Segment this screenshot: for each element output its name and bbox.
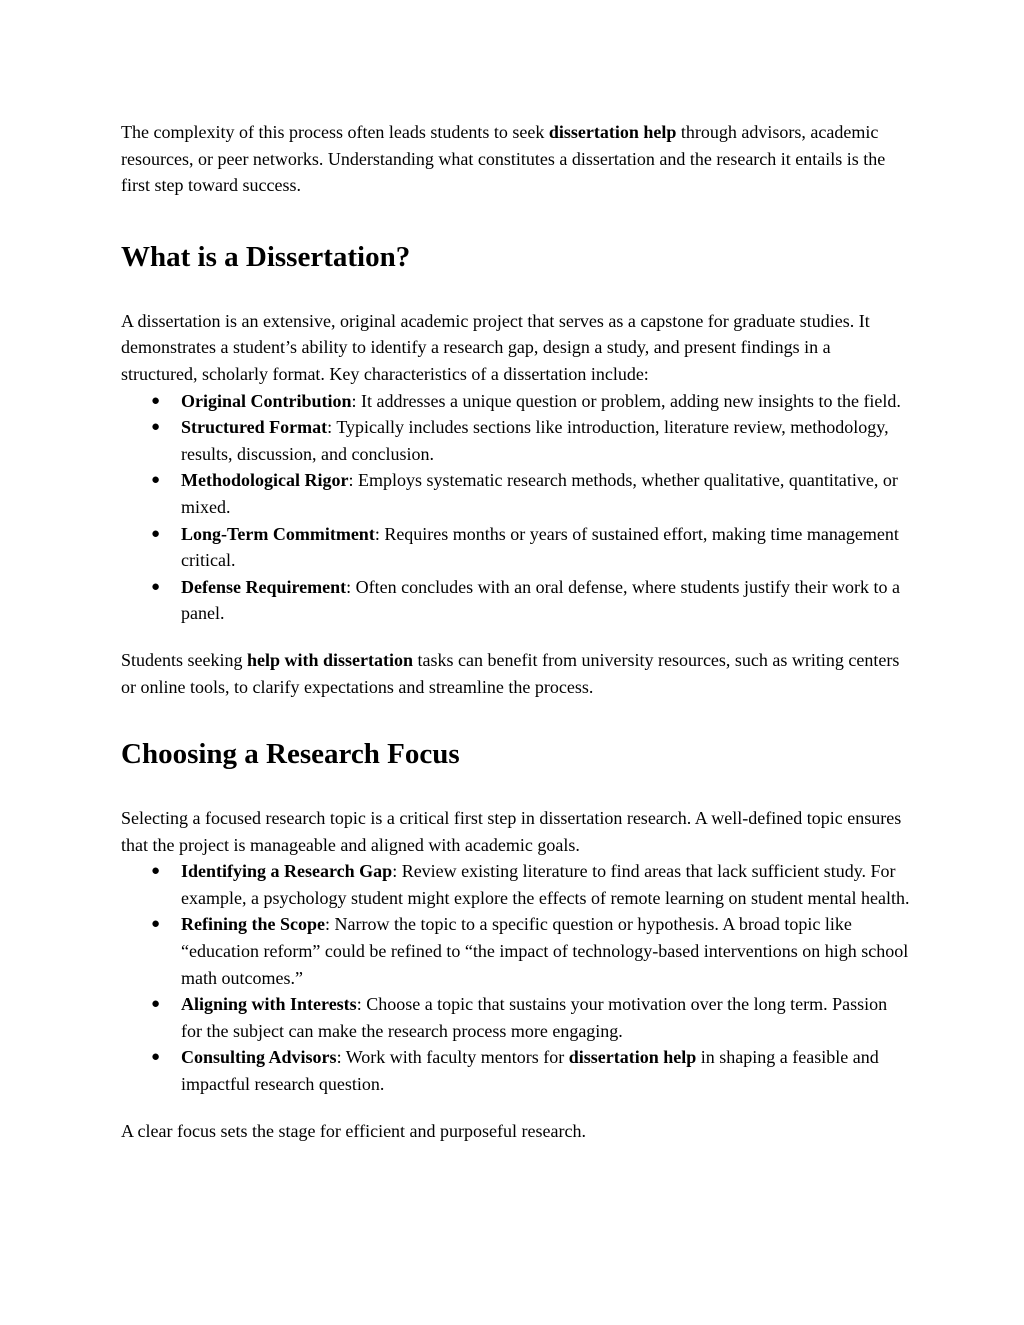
closing-paragraph: A clear focus sets the stage for efficient and purposeful research.: [121, 1120, 586, 1141]
bullet-icon: ●: [151, 916, 161, 933]
list-item-term: Defense Requirement: [181, 576, 347, 597]
students-bold-link-text: help with dissertation: [247, 649, 414, 670]
list-item: [121, 858, 911, 911]
bullet-icon: ●: [151, 419, 161, 436]
list-item-text: : Typically includes sections like introduction, literature review, methodology, results, discussion, and conclusion.: [181, 417, 889, 464]
list-item-term: Consulting Advisors: [181, 1047, 337, 1068]
bullet-icon: ●: [151, 996, 161, 1013]
list-item: [121, 414, 911, 467]
list-item: [121, 388, 911, 415]
bullet-icon: ●: [151, 525, 161, 542]
students-paragraph: [121, 647, 911, 700]
characteristics-list: [121, 388, 911, 627]
focus-paragraph: Selecting a focused research topic is a critical first step in dissertation research. A well-defined topic ensures that the project is manageable and aligned with academic goals.: [121, 808, 902, 855]
list-item: [121, 467, 911, 520]
list-item-text: : Employs systematic research methods, whether qualitative, quantitative, or mixed.: [181, 470, 898, 517]
list-item: [121, 991, 911, 1044]
list-item-term: Methodological Rigor: [181, 470, 349, 491]
list-item-term: Refining the Scope: [181, 914, 325, 935]
students-text-before: Students seeking: [121, 649, 247, 670]
heading-what-is-dissertation: What is a Dissertation?: [121, 240, 411, 273]
list-item-text: : Narrow the topic to a specific question or hypothesis. A broad topic like “education reform” could be refined to “the impact of technology-based interventions on high school math outcomes.”: [181, 914, 909, 988]
list-item-text-after: in shaping a feasible and impactful research question.: [181, 1047, 879, 1095]
focus-list: [121, 858, 911, 1097]
intro-text-before: The complexity of this process often leads students to seek: [121, 122, 549, 142]
bullet-icon: ●: [151, 1049, 161, 1066]
list-item-term: Original Contribution: [181, 390, 352, 411]
bullet-icon: ●: [151, 472, 161, 489]
document-page: [121, 119, 911, 1144]
bullet-icon: ●: [151, 578, 161, 595]
intro-paragraph: [121, 119, 911, 199]
list-item-text: : Choose a topic that sustains your motivation over the long term. Passion for the subject can make the research process more engaging.: [181, 994, 888, 1041]
list-item-text: : Work with faculty mentors for: [336, 1047, 569, 1068]
list-item-text: : Often concludes with an oral defense, where students justify their work to a panel.: [181, 576, 900, 624]
students-text-after: tasks can benefit from university resources, such as writing centers or online tools, to clarify expectations and streamline the process.: [121, 649, 900, 697]
list-item-text: : Review existing literature to find areas that lack sufficient study. For example, a psychology student might explore the effects of remote learning on student mental health.: [181, 861, 910, 908]
list-item: [121, 521, 911, 574]
list-item-term: Aligning with Interests: [181, 994, 357, 1015]
bullet-icon: ●: [151, 392, 161, 409]
list-item-text: : Requires months or years of sustained effort, making time management critical.: [181, 523, 899, 571]
list-item-term: Long-Term Commitment: [181, 523, 375, 544]
list-item-term: Structured Format: [181, 417, 328, 438]
list-item: [121, 574, 911, 627]
list-item: [121, 911, 911, 991]
list-item: [121, 1044, 911, 1097]
intro-bold-link-text: dissertation help: [548, 122, 677, 142]
list-item-text: : It addresses a unique question or problem, adding new insights to the field.: [351, 390, 901, 411]
intro-text-after: through advisors, academic resources, or peer networks. Understanding what constitutes a dissertation and the research it entails is the first step toward success.: [121, 122, 886, 196]
list-item-bold-link-text: dissertation help: [568, 1047, 697, 1068]
what-paragraph: A dissertation is an extensive, original academic project that serves as a capstone for graduate studies. It demonstrates a student’s ability to identify a research gap, design a study, and present findings in a structured, scholarly format. Key characteristics of a dissertation include:: [121, 310, 870, 384]
heading-choosing-research-focus: Choosing a Research Focus: [121, 738, 460, 771]
bullet-icon: ●: [151, 863, 161, 880]
list-item-term: Identifying a Research Gap: [181, 861, 393, 882]
